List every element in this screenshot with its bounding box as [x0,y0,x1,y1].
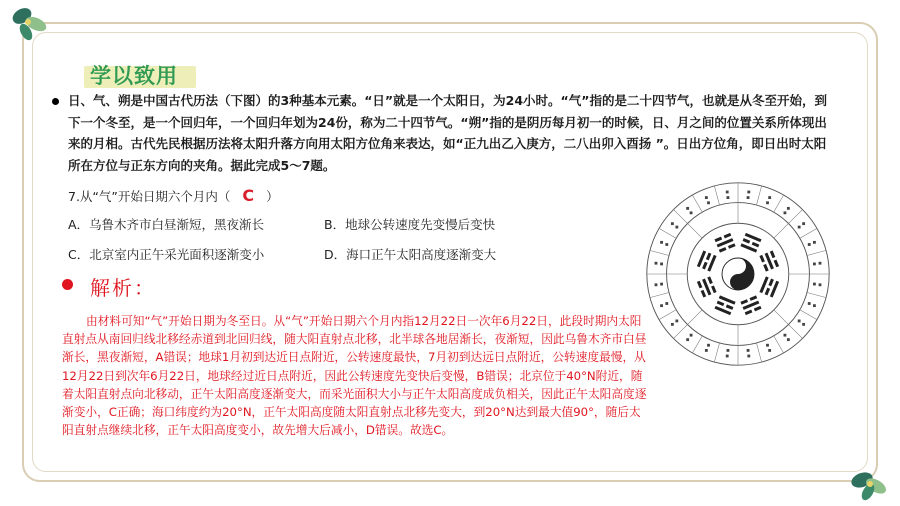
bullet-dot [52,98,59,105]
option-a: A．乌鲁木齐市白昼渐短，黑夜渐长 [68,217,265,232]
leaf-decoration-icon [8,4,50,44]
question-close: ） [266,189,279,204]
page-title: 学以致用 [90,64,178,88]
analysis-bullet [62,279,73,290]
analysis-text: 由材料可知“气”开始日期为冬至日。从“气”开始日期六个月内指12月22日一次年6月22日，此段时期内太阳直射点从南回归线北移经赤道到北回归线，随大阳直射点北移，北半球各地居渐长，夜渐短，因此乌鲁木齐市白昼渐长，黑夜渐短，A错误；地球1月初到达近日点附近，公转速度最快，7月初到达远日点附近，公转速度最慢，从12月22日到次年6月22日，地球经过近日点附近，因此公转速度先变快后变慢，B错误；北京位于40°N附近，随着太阳直射点向北移动，正午太阳高度逐渐变大，而采光面积大小与正午太阳高度成负相关，因此正午太阳高度逐渐变小，C正确；海口纬度约为20°N，正午太阳高度随太阳直射点北移先变大，到20°N达到最大值90°，随后太阳直射点继续北移，正午太阳高度变小，故先增大后减小，D错误。故选C。 [62,314,647,438]
option-d: D．海口正午太阳高度逐渐变大 [324,247,497,262]
question-stem: 7.从“气”开始日期六个月内（ [68,189,231,204]
option-c: C．北京室内正午采光面积逐渐变小 [68,247,265,262]
answer-letter: C [242,186,255,205]
calendar-wheel-diagram [644,180,832,368]
passage-text: 日、气、朔是中国古代历法（下图）的3种基本元素。“日”就是一个太阳日，为24小时。“气”指的是二十四节气，也就是从冬至开始，到下一个冬至，是一个回归年，一个回归年划为24份，称为二十四节气。“朔”指的是阴历每月初一的时候，日、月之间的位置关系所体现出来的月相。古代先民根据历法将太阳升落方向用太阳方位角来表达，如“正九出乙入庚方，二八出卯入酉扬 ”。日出方位角，即日出时太阳所在方位与正东方向的夹角。据此完成5～7题。 [68,93,827,173]
option-b: B．地球公转速度先变慢后变快 [324,217,496,232]
question-7 [68,186,279,205]
analysis-heading: 解析： [90,276,156,300]
leaf-decoration-icon [846,464,892,502]
